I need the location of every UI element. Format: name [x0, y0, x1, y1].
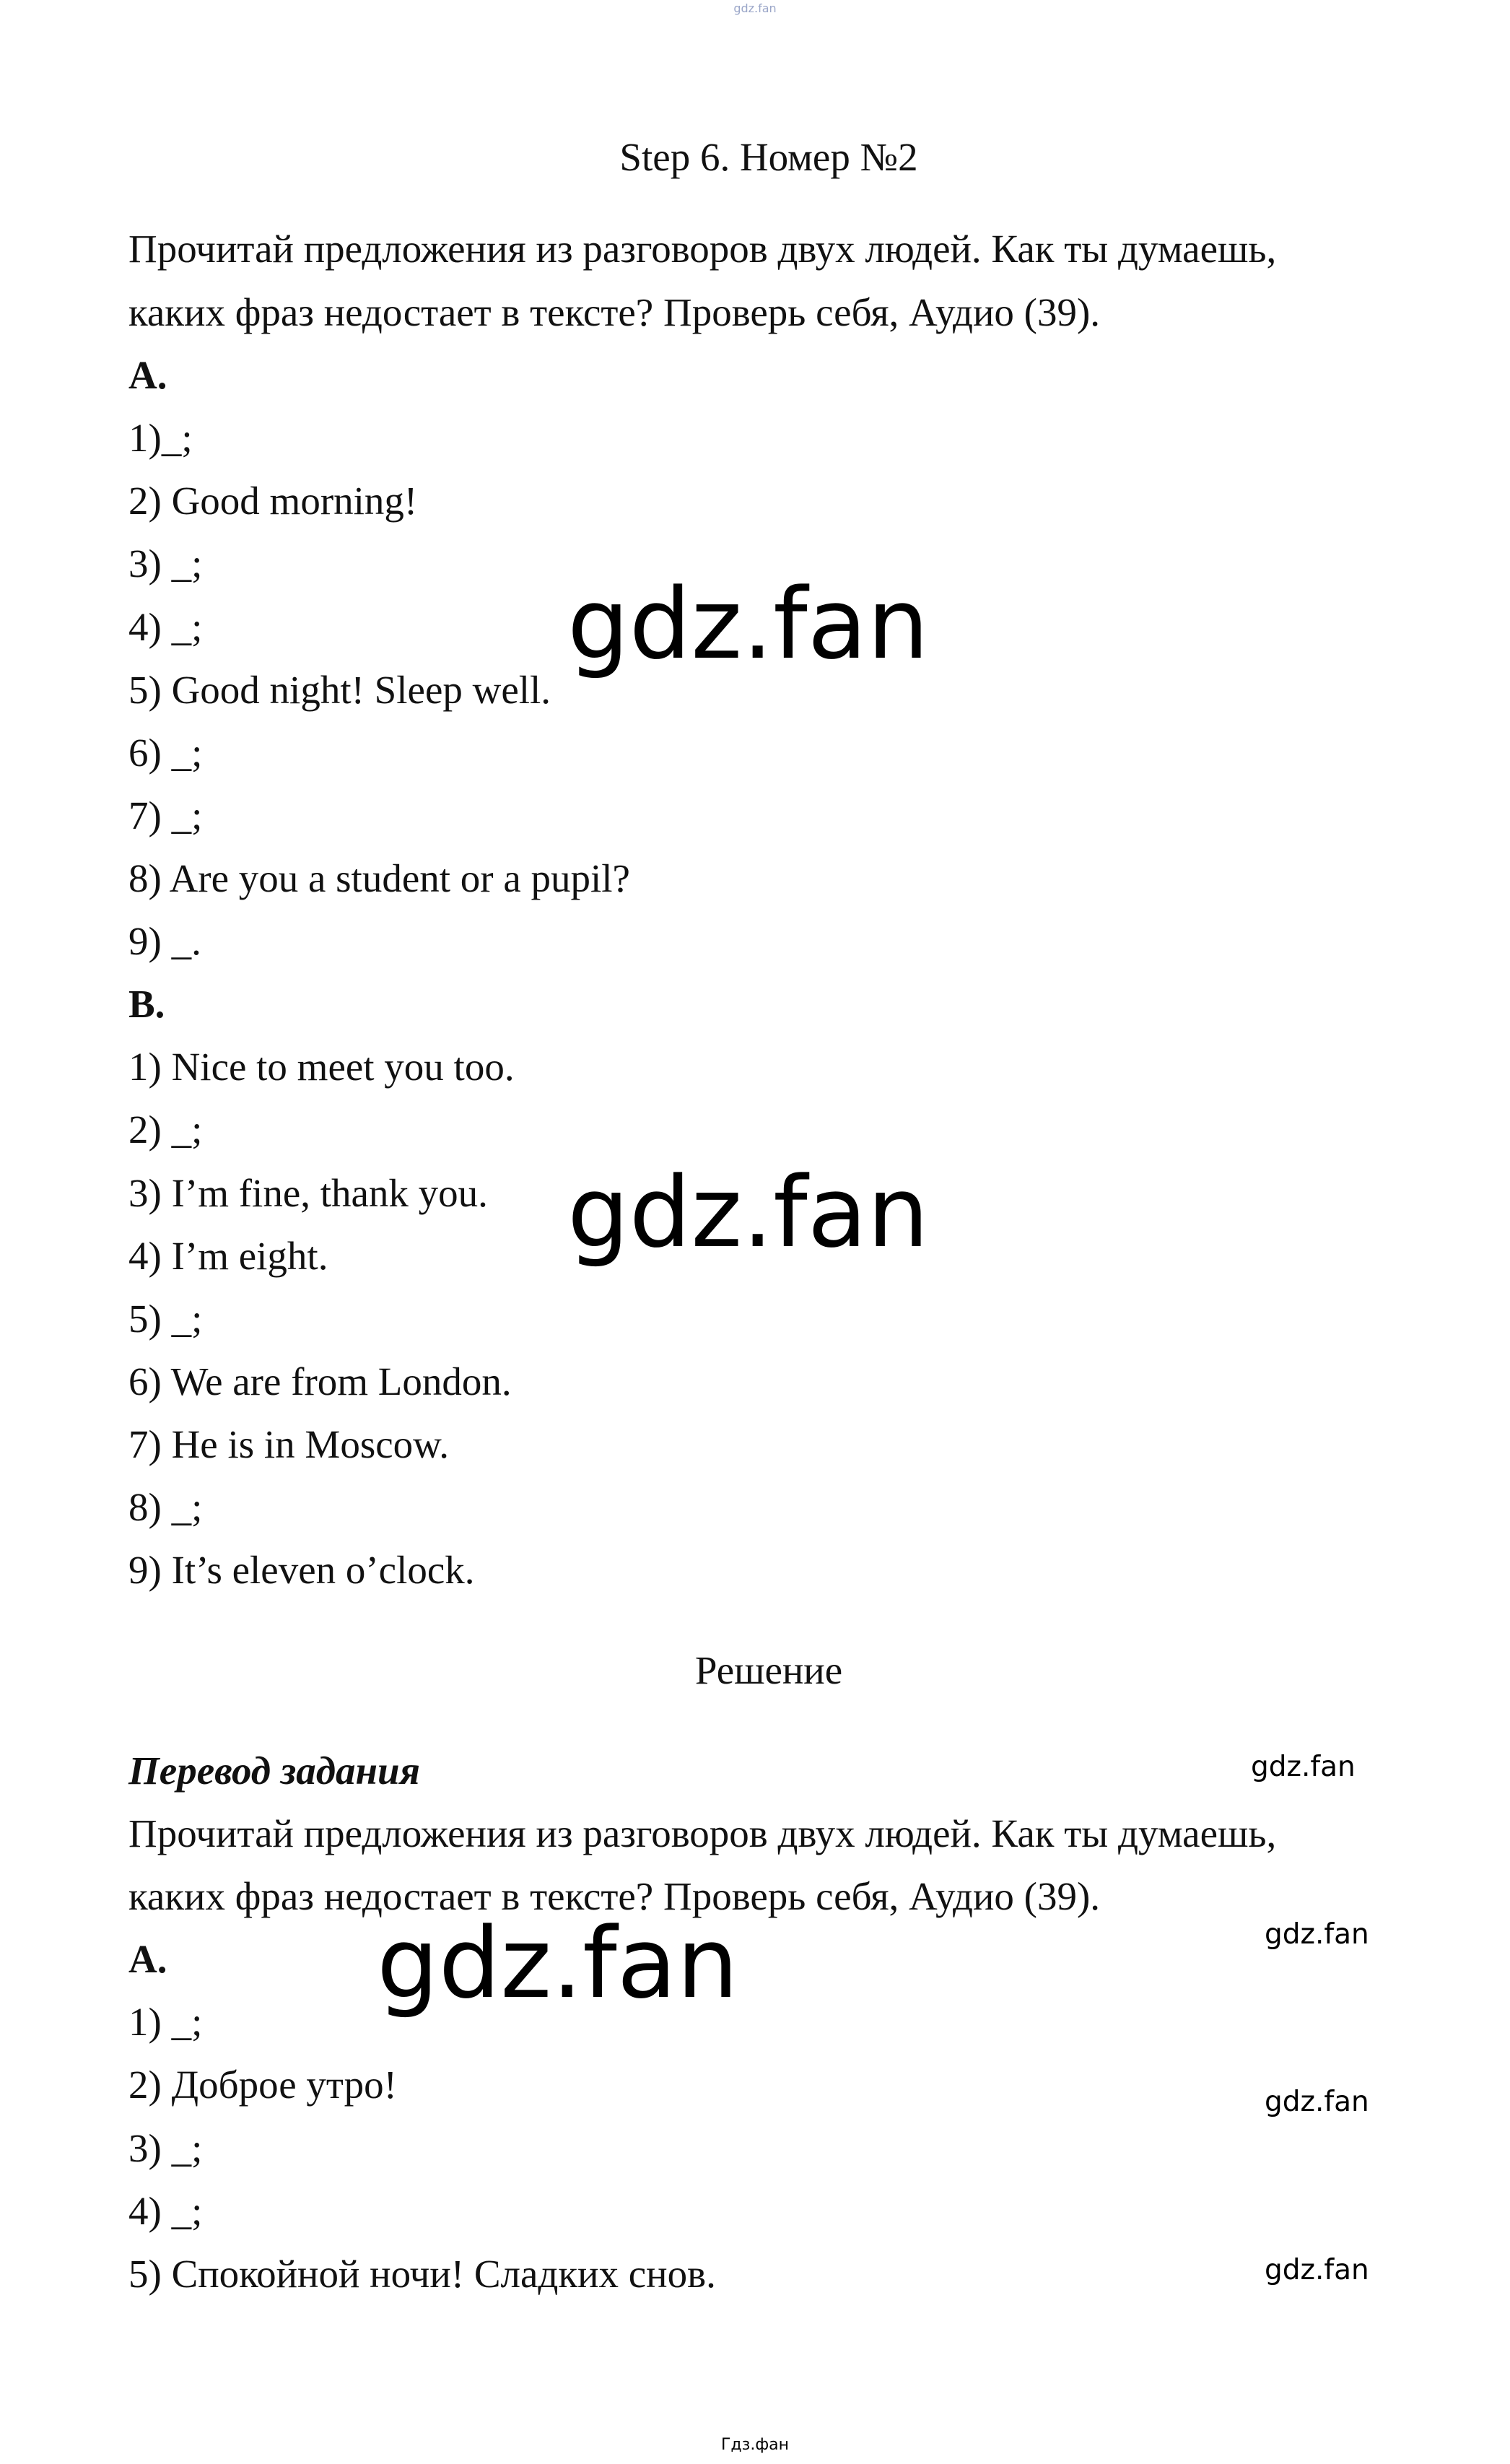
section-b-label: B.	[128, 982, 165, 1026]
solution-section-a-item: 3) _;	[128, 2126, 203, 2170]
section-b-item: 6) We are from London.	[128, 1359, 512, 1403]
section-b-item: 8) _;	[128, 1485, 203, 1529]
watermark-large: gdz.fan	[567, 1156, 929, 1269]
solution-instruction-line-2: каких фраз недостает в тексте? Проверь себя, Аудио (39).	[128, 1874, 1101, 1918]
section-a-item: 8) Are you a student or a pupil?	[128, 856, 630, 900]
section-b-item: 4) I’m eight.	[128, 1234, 328, 1278]
section-b-item: 5) _;	[128, 1297, 203, 1341]
watermark-large: gdz.fan	[377, 1907, 738, 2020]
watermark-small: gdz.fan	[1265, 1918, 1369, 1951]
section-a-item: 3) _;	[128, 541, 203, 585]
translation-heading: Перевод задания	[128, 1749, 420, 1793]
task-instruction-line-1: Прочитай предложения из разговоров двух людей. Как ты думаешь,	[128, 227, 1277, 271]
solution-heading: Решение	[694, 1648, 843, 1692]
section-b-item: 2) _;	[128, 1107, 203, 1152]
section-a-item: 1)_;	[128, 416, 193, 460]
solution-section-a-item: 2) Доброе утро!	[128, 2063, 397, 2107]
section-a-item: 7) _;	[128, 793, 203, 837]
section-b-item: 3) I’m fine, thank you.	[128, 1171, 488, 1215]
section-b-item: 9) It’s eleven o’clock.	[128, 1548, 475, 1592]
task-instruction-line-2: каких фраз недостает в тексте? Проверь себя, Аудио (39).	[128, 290, 1101, 334]
solution-section-a-item: 4) _;	[128, 2189, 203, 2233]
section-b-item: 1) Nice to meet you too.	[128, 1045, 515, 1089]
footer-site-mark: Гдз.фан	[721, 2436, 789, 2454]
section-a-item: 9) _.	[128, 919, 201, 963]
solution-section-a-item: 5) Спокойной ночи! Сладких снов.	[128, 2252, 716, 2296]
watermark-small: gdz.fan	[1265, 2254, 1369, 2286]
section-a-item: 2) Good morning!	[128, 479, 418, 523]
solution-section-a-item: 1) _;	[128, 2000, 203, 2044]
header-site-mark: gdz.fan	[733, 1, 777, 15]
watermark-small: gdz.fan	[1265, 2086, 1369, 2118]
page-title: Step 6. Номер №2	[619, 135, 918, 179]
section-b-item: 7) He is in Moscow.	[128, 1422, 450, 1466]
section-a-item: 6) _;	[128, 731, 203, 775]
section-a-label: A.	[128, 353, 167, 397]
section-a-item: 4) _;	[128, 605, 203, 649]
section-a-item: 5) Good night! Sleep well.	[128, 668, 551, 712]
watermark-large: gdz.fan	[567, 567, 929, 681]
solution-section-a-label: A.	[128, 1937, 167, 1981]
solution-instruction-line-1: Прочитай предложения из разговоров двух людей. Как ты думаешь,	[128, 1811, 1277, 1855]
watermark-small: gdz.fan	[1251, 1751, 1356, 1783]
